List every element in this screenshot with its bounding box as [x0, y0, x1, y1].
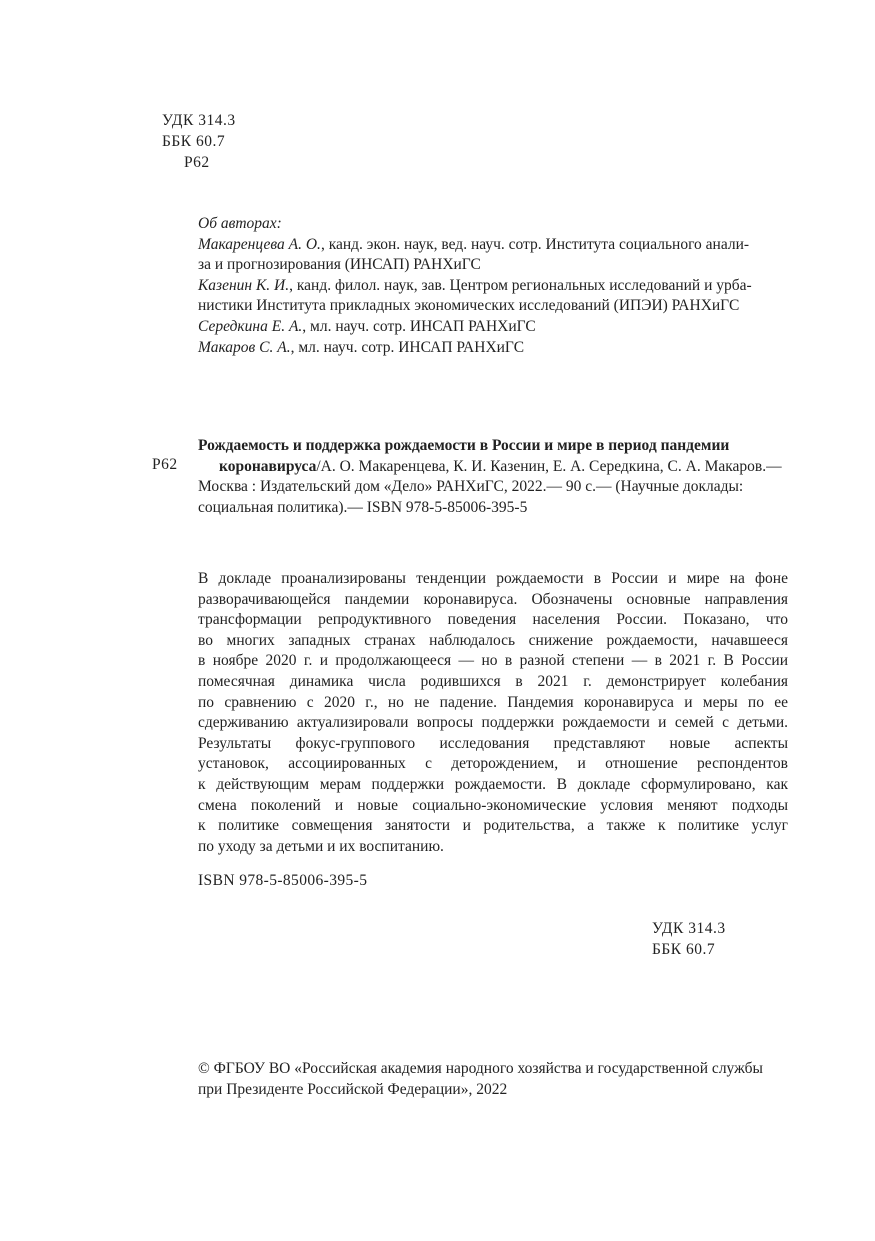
abstract	[198, 569, 788, 857]
abstract-line: к действующим мерам поддержки рождаемости. В докладе сформулировано, как	[198, 775, 788, 793]
authors-heading: Об авторах:	[198, 215, 282, 232]
authors-block	[198, 214, 788, 358]
bibliography-author-mark: Р62	[152, 456, 178, 473]
bbk-code-bottom: ББК 60.7	[652, 941, 716, 958]
bibliography-record	[198, 436, 788, 518]
abstract-line: смена поколений и новые социально-экономические условия меняют подходы	[198, 796, 788, 814]
copyright-line: © ФГБОУ ВО «Российская академия народного хозяйства и государственной службы	[198, 1060, 763, 1077]
book-title: Рождаемость и поддержка рождаемости в России и мире в период пандемии	[198, 437, 730, 454]
udk-code: УДК 314.3	[162, 112, 236, 129]
author-entry-cont: за и прогнозирования (ИНСАП) РАНХиГС	[198, 256, 481, 274]
isbn: ISBN 978-5-85006-395-5	[198, 872, 368, 889]
abstract-line: сдерживанию актуализировали вопросы поддержки рождаемости и семей с детьми.	[198, 714, 788, 732]
abstract-line: во многих западных странах наблюдалось снижение рождаемости, начавшееся	[198, 631, 788, 649]
abstract-line: помесячная динамика числа родившихся в 2021 г. демонстрирует колебания	[198, 672, 788, 690]
abstract-line: установок, ассоциированных с деторождением, и отношение респондентов	[198, 755, 788, 773]
abstract-line: Результаты фокус-группового исследования представляют новые аспекты	[198, 734, 788, 752]
abstract-line: по сравнению с 2020 г., но не падение. Пандемия коронавируса и меры по ее	[198, 693, 788, 711]
author-mark: Р62	[184, 154, 210, 171]
udk-code-bottom: УДК 314.3	[652, 920, 726, 937]
abstract-last-line: по уходу за детьми и их воспитанию.	[198, 837, 444, 855]
author-entry: Казенин К. И., канд. филол. наук, зав. Центром региональных исследований и урба-	[198, 276, 752, 294]
abstract-line: В докладе проанализированы тенденции рождаемости в России и мире на фоне	[198, 570, 788, 587]
abstract-line: к политике совмещения занятости и родительства, а также к политике услуг	[198, 817, 788, 835]
author-entry-cont: нистики Института прикладных экономических исследований (ИПЭИ) РАНХиГС	[198, 297, 740, 315]
classification-codes-bottom	[652, 918, 726, 960]
author-entry: Середкина Е. А., мл. науч. сотр. ИНСАП РАНХиГС	[198, 317, 536, 335]
author-entry: Макаренцева А. О., канд. экон. наук, вед. науч. сотр. Института социального анали-	[198, 235, 750, 253]
series-isbn-line: социальная политика).— ISBN 978-5-85006-395-5	[198, 498, 528, 516]
book-authors: /А. О. Макаренцева, К. И. Казенин, Е. А. Середкина, С. А. Макаров.—	[316, 457, 782, 475]
abstract-line: разворачивающейся пандемии коронавируса. Обозначены основные направления	[198, 590, 788, 608]
abstract-line: трансформации репродуктивного поведения населения России. Показано, что	[198, 611, 788, 629]
abstract-line: в ноябре 2020 г. и продолжающееся — но в разной степени — в 2021 г. В России	[198, 652, 788, 670]
copyright-line: при Президенте Российской Федерации», 2022	[198, 1080, 508, 1098]
author-entry: Макаров С. А., мл. науч. сотр. ИНСАП РАНХиГС	[198, 338, 525, 356]
publisher-line: Москва : Издательский дом «Дело» РАНХиГС, 2022.— 90 с.— (Научные доклады:	[198, 478, 744, 496]
bbk-code: ББК 60.7	[162, 133, 226, 150]
copyright-notice	[198, 1059, 788, 1100]
book-title-cont: коронавируса	[219, 457, 317, 475]
classification-codes-top	[162, 110, 236, 173]
